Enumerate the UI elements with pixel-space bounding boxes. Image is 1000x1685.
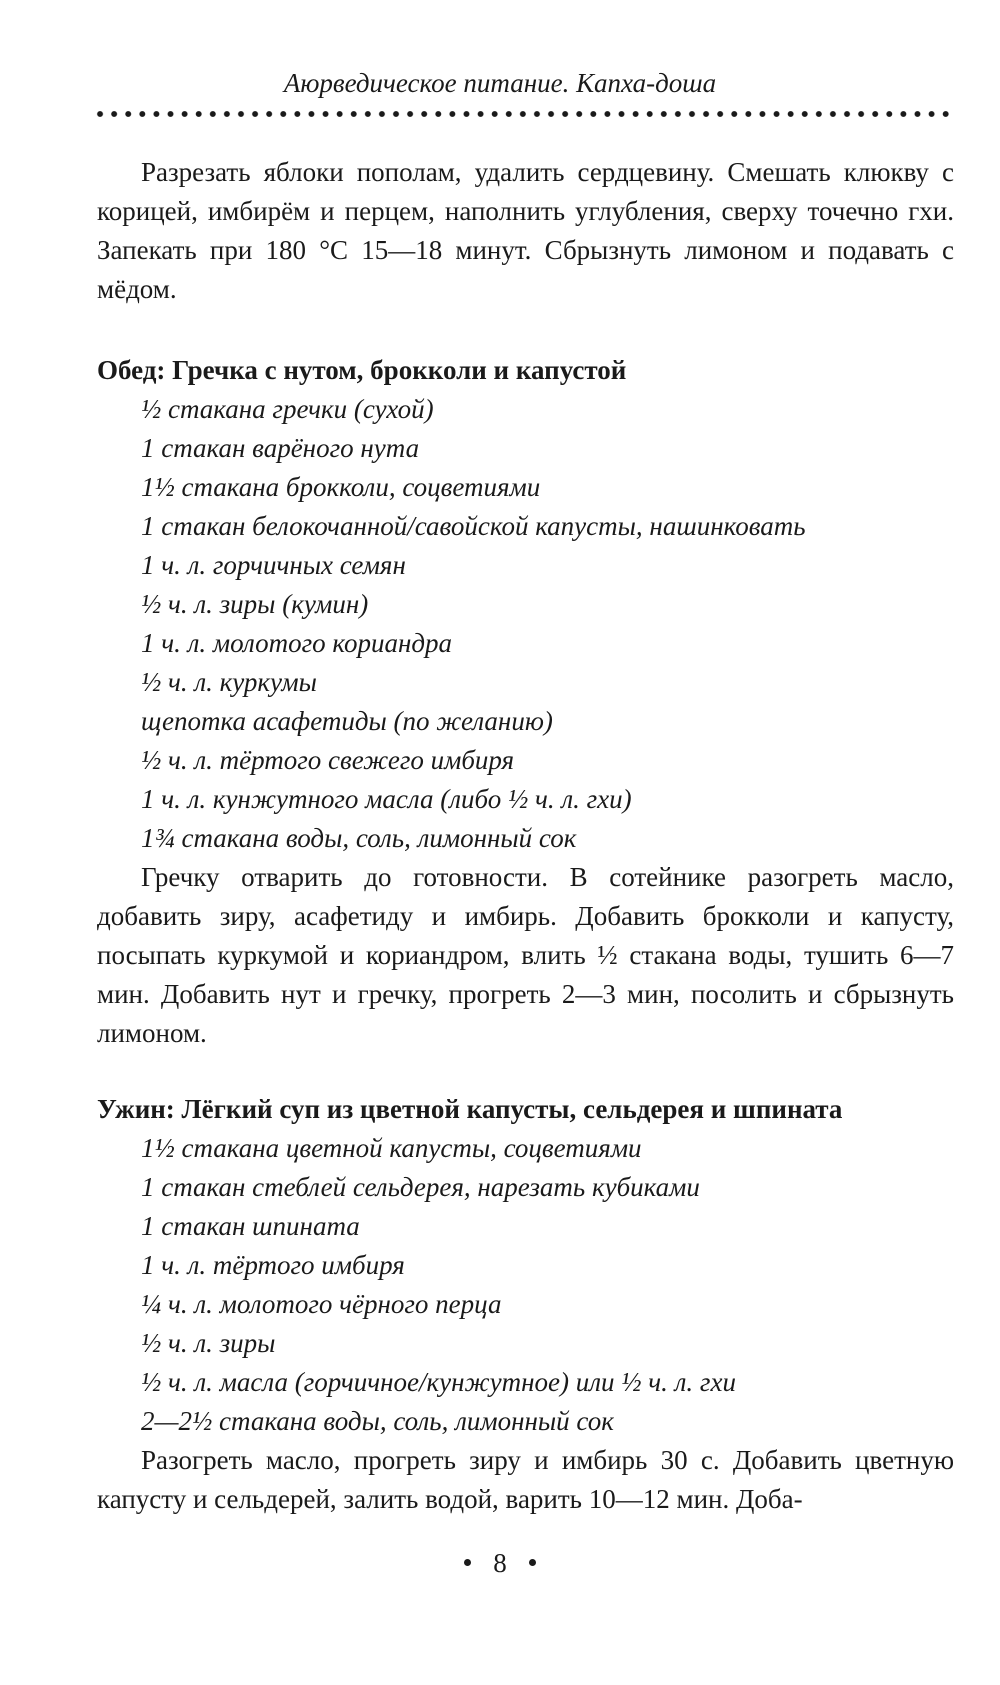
ingredient: ½ ч. л. зиры — [141, 1328, 276, 1358]
ingredient: ½ ч. л. куркумы — [141, 667, 317, 697]
lunch-recipe — [97, 351, 954, 1053]
ingredient: ½ стакана гречки (сухой) — [141, 394, 434, 424]
ingredient: 1 ч. л. тёртого имбиря — [141, 1250, 405, 1280]
ingredient: 1¾ стакана воды, соль, лимонный сок — [141, 823, 577, 853]
ingredient: ½ ч. л. зиры (кумин) — [141, 589, 369, 619]
dinner-heading: Ужин: Лёгкий суп из цветной капусты, сельдерея и шпината — [97, 1094, 843, 1124]
ingredient: 1 стакан шпината — [141, 1211, 360, 1241]
ingredient: 1 ч. л. молотого кориандра — [141, 628, 453, 658]
dinner-recipe — [97, 1090, 954, 1519]
page-number: 8 — [493, 1548, 507, 1578]
ingredient: 1 стакан стеблей сельдерея, нарезать кубиками — [141, 1172, 700, 1202]
ingredient: 1 ч. л. горчичных семян — [141, 550, 406, 580]
ingredient: щепотка асафетиды (по желанию) — [141, 706, 553, 736]
lunch-ingredients — [97, 390, 954, 858]
intro-paragraph: Разрезать яблоки пополам, удалить сердцевину. Смешать клюкву с корицей, имбирём и перцем, наполнить углубления, сверху точечно гхи. Запекать при 180 °С 15—18 минут. Сбрызнуть лимоном и подавать с мёдом. — [97, 157, 954, 304]
ingredient: ¼ ч. л. молотого чёрного перца — [141, 1289, 502, 1319]
ingredient: 2—2½ стакана воды, соль, лимонный сок — [141, 1406, 614, 1436]
ingredient: 1½ стакана брокколи, соцветиями — [141, 472, 541, 502]
dinner-ingredients — [97, 1129, 954, 1441]
bullet-icon — [464, 1559, 471, 1566]
dinner-method: Разогреть масло, прогреть зиру и имбирь 30 с. Добавить цветную капусту и сельдерей, залить водой, варить 10—12 мин. Доба- — [97, 1445, 954, 1514]
page-footer — [0, 1548, 1000, 1579]
running-title: Аюрведическое питание. Капха-доша — [283, 68, 717, 98]
dotted-rule — [93, 108, 953, 120]
ingredient: ½ ч. л. масла (горчичное/кунжутное) или ½ ч. л. гхи — [141, 1367, 736, 1397]
intro-section — [97, 153, 954, 309]
ingredient: 1½ стакана цветной капусты, соцветиями — [141, 1133, 642, 1163]
lunch-method: Гречку отварить до готовности. В сотейнике разогреть масло, добавить зиру, асафетиду и имбирь. Добавить брокколи и капусту, посыпать куркумой и кориандром, влить ½ стакана воды, тушить 6—7 мин. Добавить нут и гречку, прогреть 2—3 мин, посолить и сбрызнуть лимоном. — [97, 862, 954, 1048]
ingredient: 1 стакан варёного нута — [141, 433, 420, 463]
bullet-icon — [529, 1559, 536, 1566]
ingredient: ½ ч. л. тёртого свежего имбиря — [141, 745, 515, 775]
lunch-heading: Обед: Гречка с нутом, брокколи и капустой — [97, 355, 627, 385]
ingredient: 1 стакан белокочанной/савойской капусты, нашинковать — [141, 511, 806, 541]
ingredient: 1 ч. л. кунжутного масла (либо ½ ч. л. гхи) — [141, 784, 632, 814]
